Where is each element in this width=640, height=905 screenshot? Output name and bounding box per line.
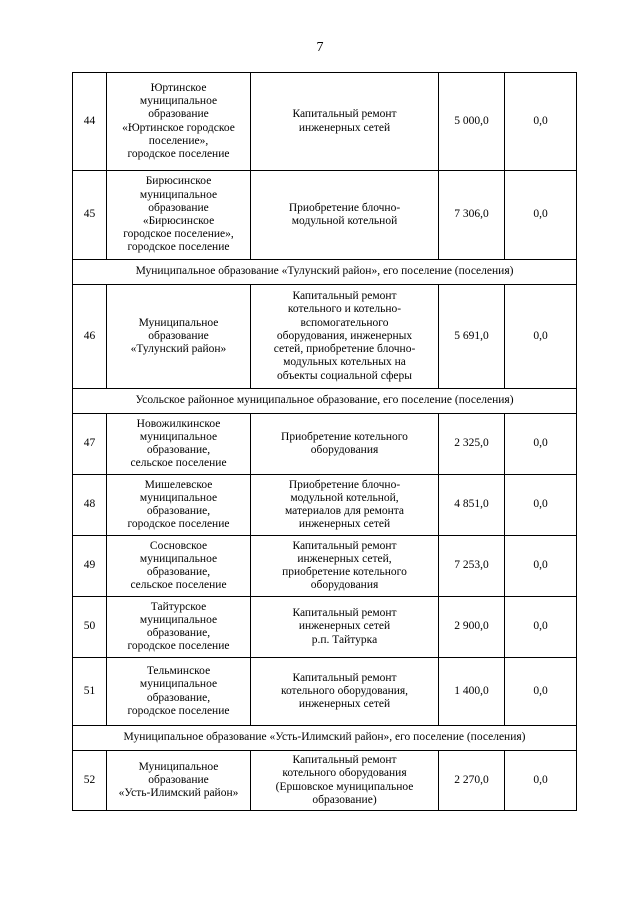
- row-number: 45: [73, 171, 107, 260]
- activity-description: Капитальный ремонт инженерных сетей р.п. Тайтурка: [251, 597, 439, 658]
- activity-description: Капитальный ремонт котельного оборудования (Ершовское муниципальное образование): [251, 751, 439, 811]
- extra-value: 0,0: [505, 597, 577, 658]
- municipality-name: Муниципальное образование «Усть-Илимский район»: [107, 751, 251, 811]
- municipality-name: Сосновское муниципальное образование, сельское поселение: [107, 536, 251, 597]
- funding-table: [72, 72, 577, 811]
- activity-description: Приобретение блочно- модульной котельной, материалов для ремонта инженерных сетей: [251, 475, 439, 536]
- row-number: 48: [73, 475, 107, 536]
- section-row: [73, 260, 577, 285]
- amount-value: 4 851,0: [439, 475, 505, 536]
- amount-value: 2 900,0: [439, 597, 505, 658]
- amount-value: 7 253,0: [439, 536, 505, 597]
- activity-description: Приобретение блочно- модульной котельной: [251, 171, 439, 260]
- extra-value: 0,0: [505, 536, 577, 597]
- row-number: 51: [73, 658, 107, 726]
- activity-description: Капитальный ремонт котельного оборудования, инженерных сетей: [251, 658, 439, 726]
- activity-description: Капитальный ремонт котельного и котельно- вспомогательного оборудования, инженерных сетей, приобретение блочно- модульных котельных на объекты социальной сферы: [251, 285, 439, 389]
- municipality-name: Мишелевское муниципальное образование, городское поселение: [107, 475, 251, 536]
- section-row: [73, 389, 577, 414]
- extra-value: 0,0: [505, 475, 577, 536]
- extra-value: 0,0: [505, 73, 577, 171]
- amount-value: 1 400,0: [439, 658, 505, 726]
- amount-value: 5 691,0: [439, 285, 505, 389]
- extra-value: 0,0: [505, 285, 577, 389]
- table-row: [73, 414, 577, 475]
- activity-description: Капитальный ремонт инженерных сетей, приобретение котельного оборудования: [251, 536, 439, 597]
- amount-value: 7 306,0: [439, 171, 505, 260]
- row-number: 52: [73, 751, 107, 811]
- amount-value: 5 000,0: [439, 73, 505, 171]
- row-number: 50: [73, 597, 107, 658]
- municipality-name: Муниципальное образование «Тулунский район»: [107, 285, 251, 389]
- activity-description: Приобретение котельного оборудования: [251, 414, 439, 475]
- amount-value: 2 325,0: [439, 414, 505, 475]
- row-number: 47: [73, 414, 107, 475]
- table-row: [73, 536, 577, 597]
- amount-value: 2 270,0: [439, 751, 505, 811]
- row-number: 49: [73, 536, 107, 597]
- table-row: [73, 73, 577, 171]
- table-row: [73, 285, 577, 389]
- extra-value: 0,0: [505, 414, 577, 475]
- municipality-name: Юртинское муниципальное образование «Юртинское городское поселение», городское поселение: [107, 73, 251, 171]
- municipality-name: Тайтурское муниципальное образование, городское поселение: [107, 597, 251, 658]
- extra-value: 0,0: [505, 751, 577, 811]
- section-title: Муниципальное образование «Усть-Илимский район», его поселение (поселения): [73, 726, 577, 751]
- municipality-name: Тельминское муниципальное образование, городское поселение: [107, 658, 251, 726]
- section-title: Муниципальное образование «Тулунский район», его поселение (поселения): [73, 260, 577, 285]
- table-row: [73, 751, 577, 811]
- section-title: Усольское районное муниципальное образование, его поселение (поселения): [73, 389, 577, 414]
- table-row: [73, 475, 577, 536]
- row-number: 46: [73, 285, 107, 389]
- activity-description: Капитальный ремонт инженерных сетей: [251, 73, 439, 171]
- municipality-name: Новожилкинское муниципальное образование, сельское поселение: [107, 414, 251, 475]
- section-row: [73, 726, 577, 751]
- page-number: 7: [316, 40, 324, 55]
- municipality-name: Бирюсинское муниципальное образование «Бирюсинское городское поселение», городское поселение: [107, 171, 251, 260]
- table-row: [73, 597, 577, 658]
- extra-value: 0,0: [505, 658, 577, 726]
- row-number: 44: [73, 73, 107, 171]
- table-row: [73, 171, 577, 260]
- table-row: [73, 658, 577, 726]
- extra-value: 0,0: [505, 171, 577, 260]
